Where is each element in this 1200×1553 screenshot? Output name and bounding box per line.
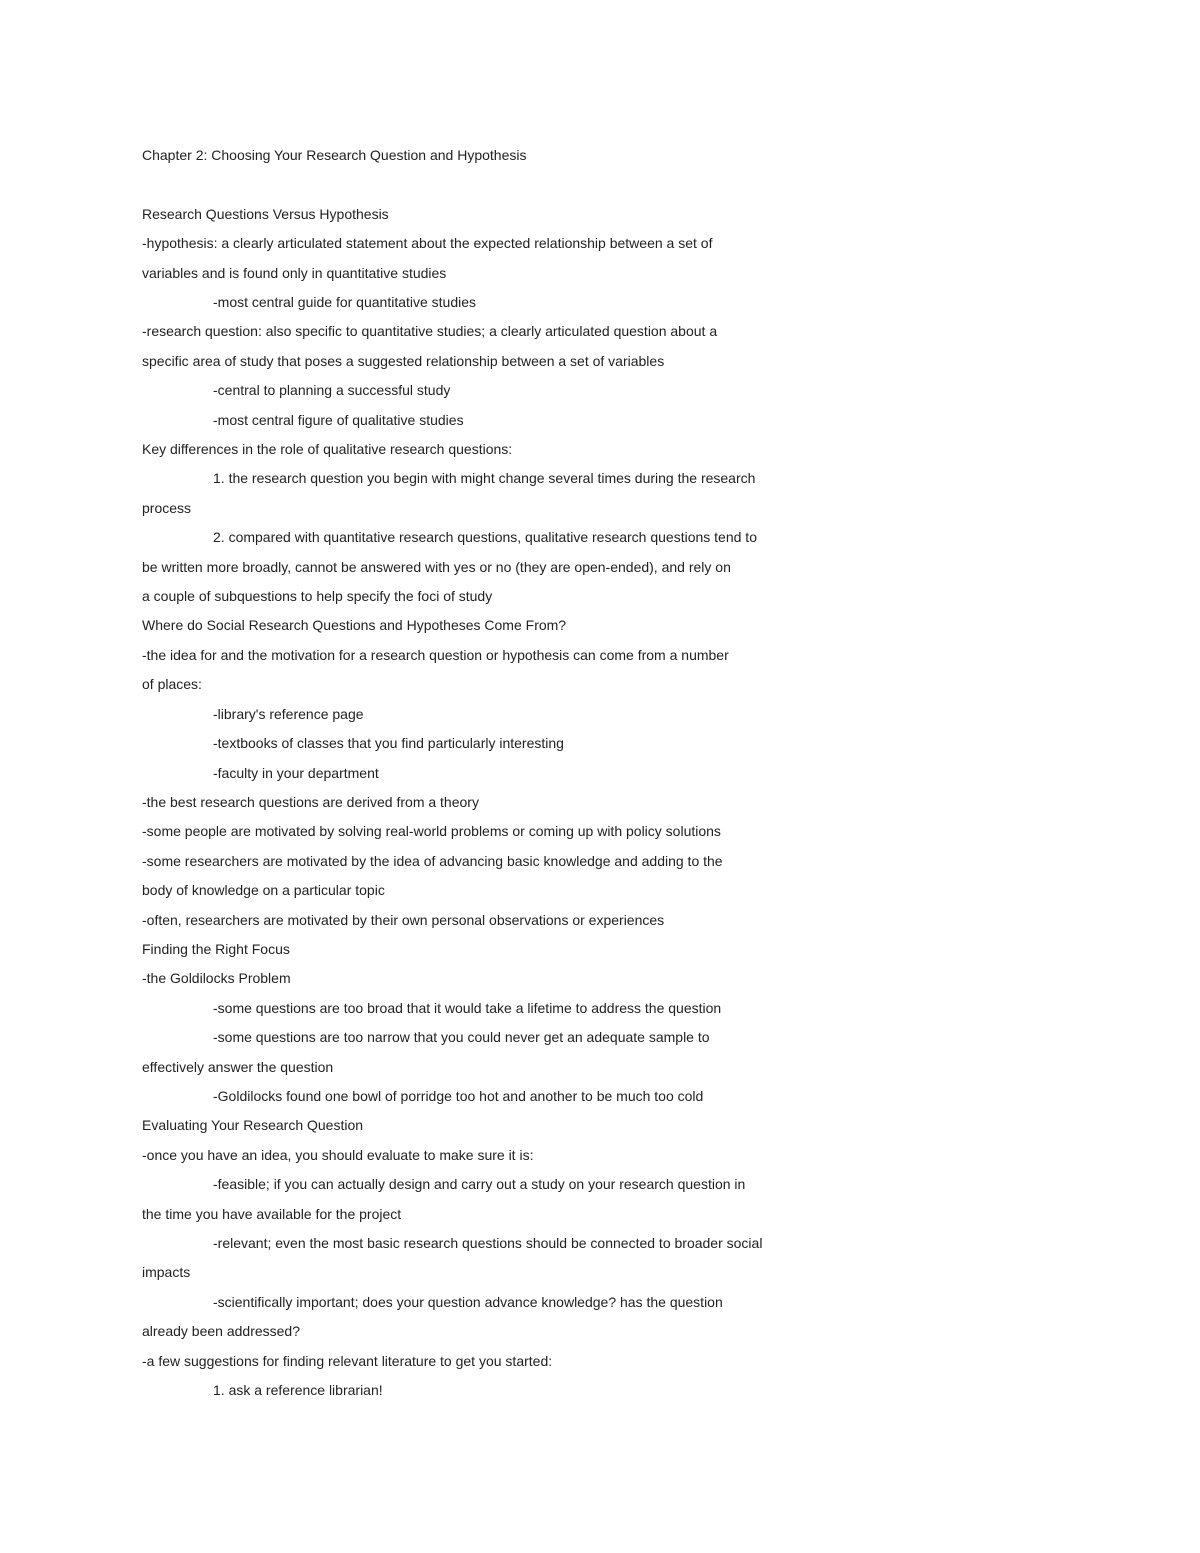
blank-line bbox=[142, 170, 1082, 199]
text-line: already been addressed? bbox=[142, 1323, 301, 1340]
document-title: Chapter 2: Choosing Your Research Question and Hypothesis bbox=[142, 147, 527, 163]
indented-line: -some questions are too broad that it would take a lifetime to address the question bbox=[213, 999, 722, 1016]
indented-line: -most central guide for quantitative studies bbox=[213, 294, 477, 311]
indented-line: -some questions are too narrow that you could never get an adequate sample to bbox=[213, 1029, 710, 1046]
indented-line: 2. compared with quantitative research questions, qualitative research questions tend to bbox=[213, 529, 757, 546]
text-line: effectively answer the question bbox=[142, 1058, 334, 1075]
indented-line: -scientifically important; does your question advance knowledge? has the question bbox=[213, 1293, 723, 1310]
indented-line: -most central figure of qualitative studies bbox=[213, 411, 464, 428]
text-line: the time you have available for the project bbox=[142, 1205, 402, 1222]
text-line: -the best research questions are derived from a theory bbox=[142, 793, 479, 810]
text-line: -research question: also specific to quantitative studies; a clearly articulated question about a bbox=[142, 323, 718, 340]
indented-line: -relevant; even the most basic research questions should be connected to broader social bbox=[213, 1235, 763, 1252]
text-line: process bbox=[142, 499, 192, 516]
indented-line: 1. the research question you begin with might change several times during the research bbox=[213, 470, 756, 487]
indented-line: -central to planning a successful study bbox=[213, 382, 451, 399]
section-heading: Research Questions Versus Hypothesis bbox=[142, 205, 389, 222]
text-line: -once you have an idea, you should evaluate to make sure it is: bbox=[142, 1146, 534, 1163]
section-heading: Key differences in the role of qualitative research questions: bbox=[142, 441, 513, 458]
text-line: variables and is found only in quantitative studies bbox=[142, 264, 447, 281]
indented-line: -textbooks of classes that you find particularly interesting bbox=[213, 735, 564, 752]
text-line: specific area of study that poses a suggested relationship between a set of variables bbox=[142, 352, 665, 369]
text-line: -often, researchers are motivated by their own personal observations or experiences bbox=[142, 911, 665, 928]
text-line: body of knowledge on a particular topic bbox=[142, 882, 385, 899]
document-page bbox=[142, 141, 1082, 1405]
text-line: -some people are motivated by solving real-world problems or coming up with policy solutions bbox=[142, 823, 721, 840]
text-line: a couple of subquestions to help specify the foci of study bbox=[142, 588, 493, 605]
indented-line: -Goldilocks found one bowl of porridge too hot and another to be much too cold bbox=[213, 1087, 704, 1104]
text-line: -the Goldilocks Problem bbox=[142, 970, 291, 987]
text-line: of places: bbox=[142, 676, 202, 693]
text-line: -the idea for and the motivation for a research question or hypothesis can come from a number bbox=[142, 646, 729, 663]
text-line: -some researchers are motivated by the idea of advancing basic knowledge and adding to the bbox=[142, 852, 723, 869]
section-heading: Evaluating Your Research Question bbox=[142, 1117, 364, 1134]
indented-line: -feasible; if you can actually design and carry out a study on your research question in bbox=[213, 1176, 746, 1193]
section-heading: Where do Social Research Questions and Hypotheses Come From? bbox=[142, 617, 567, 634]
section-heading: Finding the Right Focus bbox=[142, 940, 290, 957]
text-line: impacts bbox=[142, 1264, 191, 1281]
text-line: -hypothesis: a clearly articulated statement about the expected relationship between a set of bbox=[142, 235, 713, 252]
indented-line: -faculty in your department bbox=[213, 764, 379, 781]
indented-line: -library's reference page bbox=[213, 705, 364, 722]
indented-line: 1. ask a reference librarian! bbox=[213, 1382, 383, 1399]
text-line: -a few suggestions for finding relevant literature to get you started: bbox=[142, 1352, 553, 1369]
text-line: be written more broadly, cannot be answered with yes or no (they are open-ended), and rely on bbox=[142, 558, 731, 575]
